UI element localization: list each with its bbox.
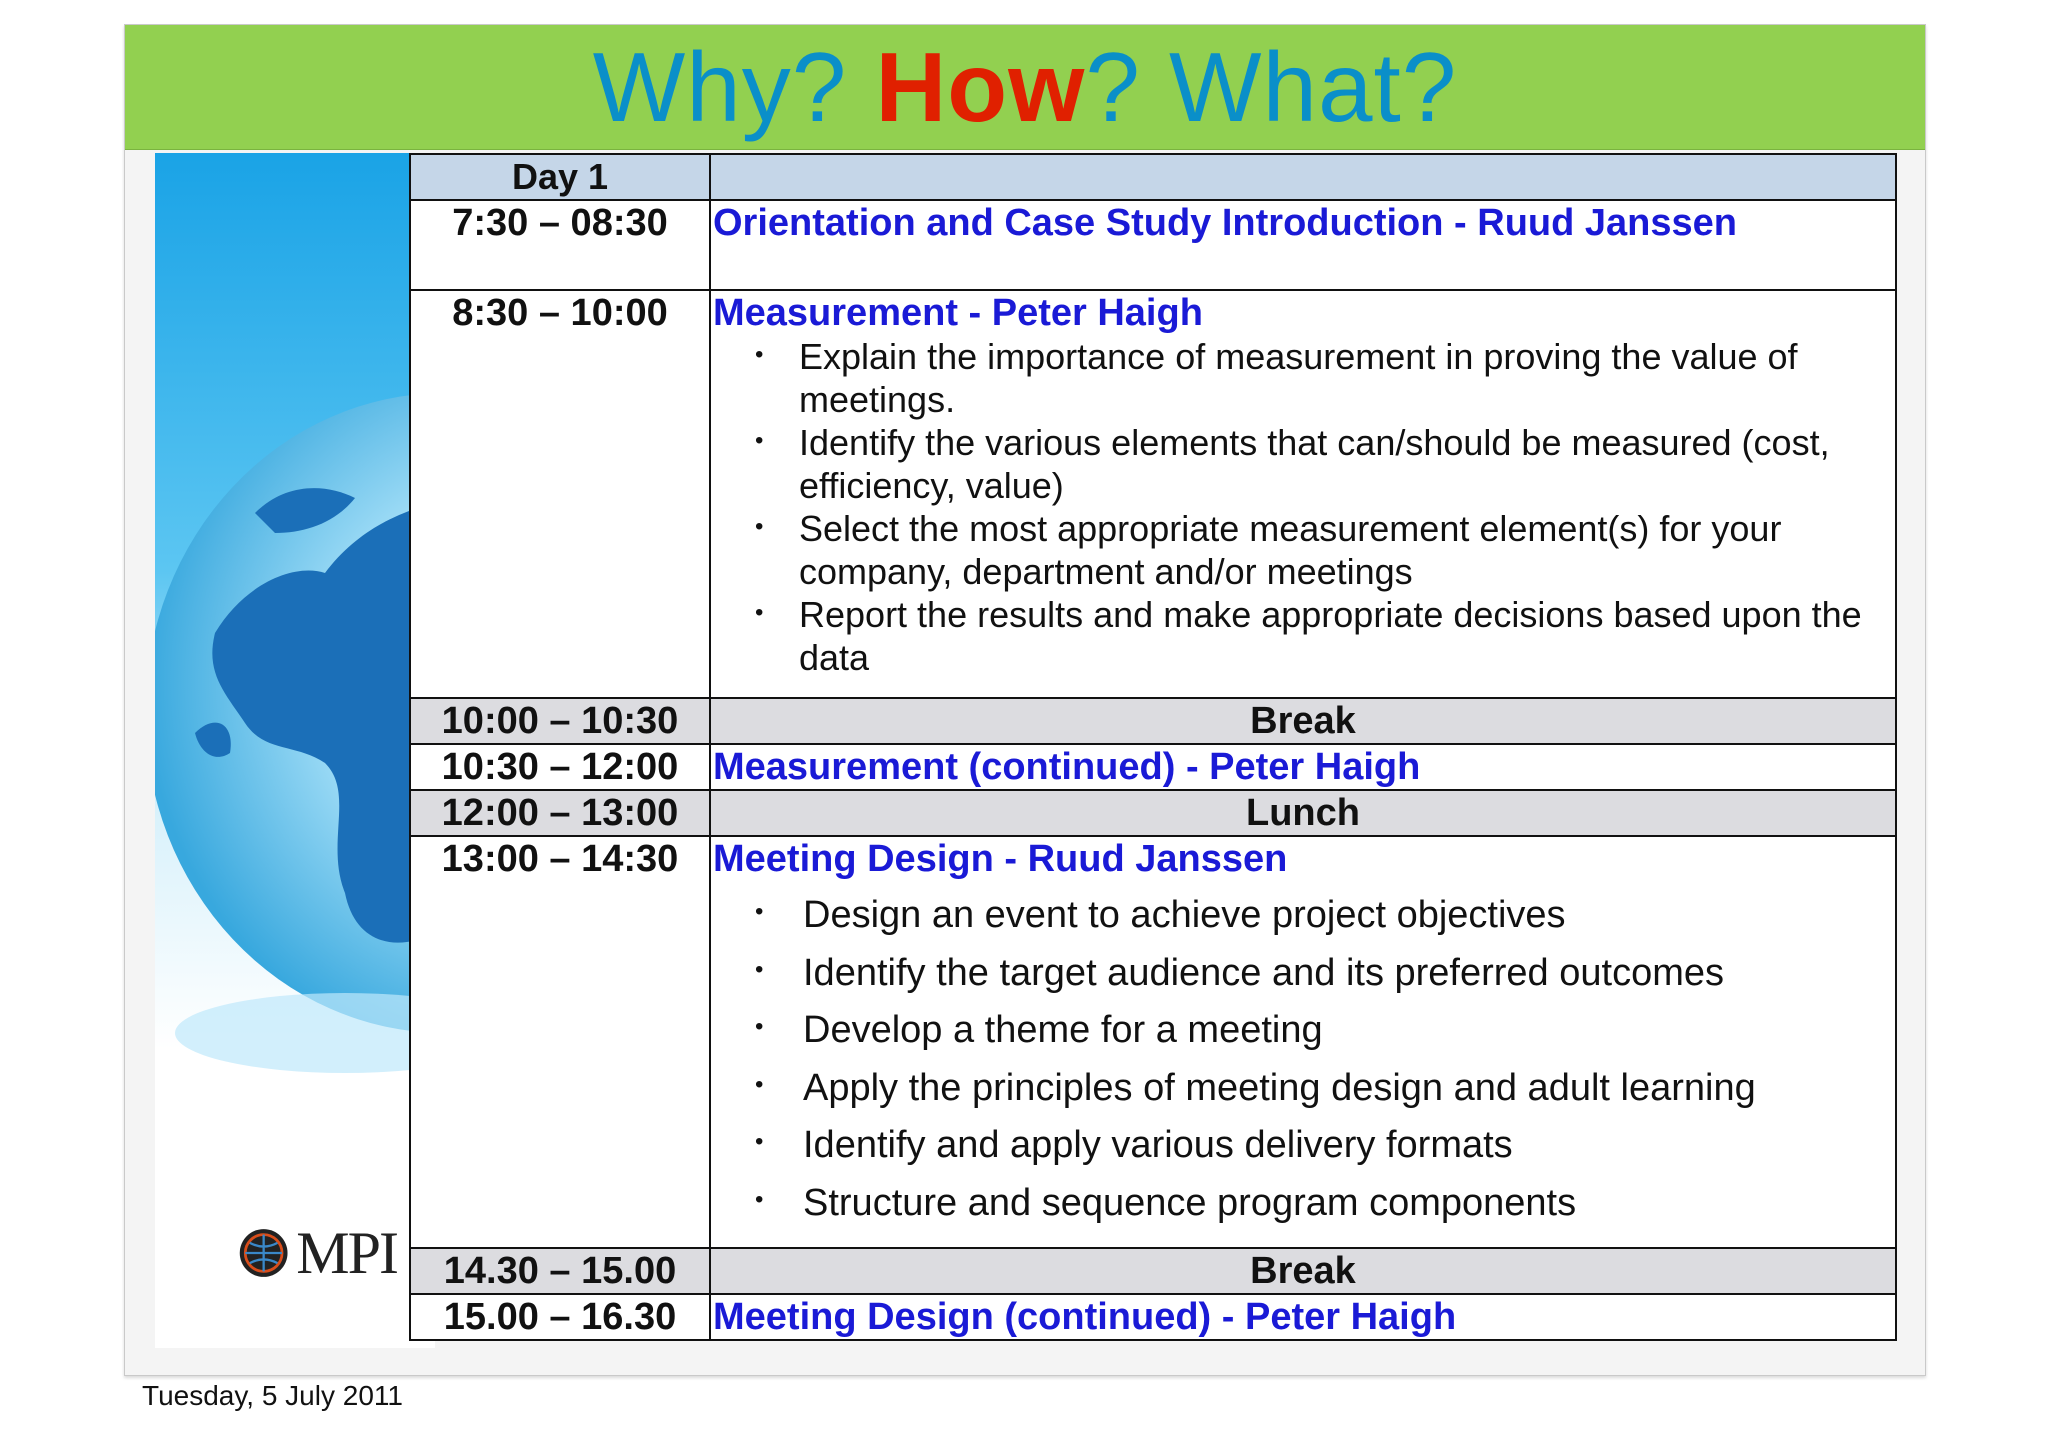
objectives-list [711,887,1895,1233]
schedule-row [410,290,1896,698]
schedule-row [410,200,1896,290]
objective-item: • Report the results and make appropriate decisions based upon the data [799,593,1895,679]
row-session [710,290,1896,698]
row-time: 15.00 – 16.30 [410,1294,710,1340]
mpi-logo [237,1219,397,1286]
globe-image [155,153,435,1348]
row-session [710,1294,1896,1340]
row-time: 12:00 – 13:00 [410,790,710,836]
session-title: Measurement (continued) - Peter Haigh [713,746,1421,788]
day-header-row [410,154,1896,200]
objective-item: • Identify the various elements that can/should be measured (cost, efficiency, value) [799,421,1895,507]
session-title: Meeting Design - Ruud Janssen [713,838,1288,880]
objective-item: • Design an event to achieve project objectives [803,887,1895,945]
break-label: Break [710,1248,1896,1294]
row-time: 7:30 – 08:30 [410,200,710,290]
day-header-empty [710,154,1896,200]
schedule-row [410,790,1896,836]
row-session [710,200,1896,290]
session-title: Meeting Design (continued) - Peter Haigh [713,1296,1457,1338]
objectives-list [711,335,1895,679]
title-what: ? What? [1085,32,1458,142]
title-why: Why? [592,32,876,142]
schedule-row [410,698,1896,744]
schedule-table [409,153,1897,1341]
break-label: Break [710,698,1896,744]
row-session [710,744,1896,790]
session-title: Measurement - Peter Haigh [713,292,1203,334]
objective-item: • Select the most appropriate measurement element(s) for your company, department and/or meetings [799,507,1895,593]
session-title: Orientation and Case Study Introduction - Ruud Janssen [713,202,1737,244]
row-time: 10:30 – 12:00 [410,744,710,790]
schedule-row [410,744,1896,790]
schedule-row [410,1248,1896,1294]
slide-title [125,25,1925,150]
lunch-label: Lunch [710,790,1896,836]
row-time: 13:00 – 14:30 [410,836,710,1248]
schedule-row [410,1294,1896,1340]
footer-date: Tuesday, 5 July 2011 [142,1380,403,1411]
row-session [710,836,1896,1248]
objective-item: • Identify the target audience and its preferred outcomes [803,945,1895,1003]
row-time: 14.30 – 15.00 [410,1248,710,1294]
day-label: Day 1 [410,154,710,200]
mpi-globe-icon [237,1224,290,1282]
schedule-row [410,836,1896,1248]
title-how: How [875,32,1086,142]
objective-item: • Identify and apply various delivery formats [803,1117,1895,1175]
objective-item: • Develop a theme for a meeting [803,1002,1895,1060]
slide [124,24,1926,1376]
objective-item: • Explain the importance of measurement in proving the value of meetings. [799,335,1895,421]
objective-item: • Structure and sequence program components [803,1175,1895,1233]
row-time: 8:30 – 10:00 [410,290,710,698]
mpi-logo-text: MPI [296,1219,397,1286]
row-time: 10:00 – 10:30 [410,698,710,744]
objective-item: • Apply the principles of meeting design and adult learning [803,1060,1895,1118]
